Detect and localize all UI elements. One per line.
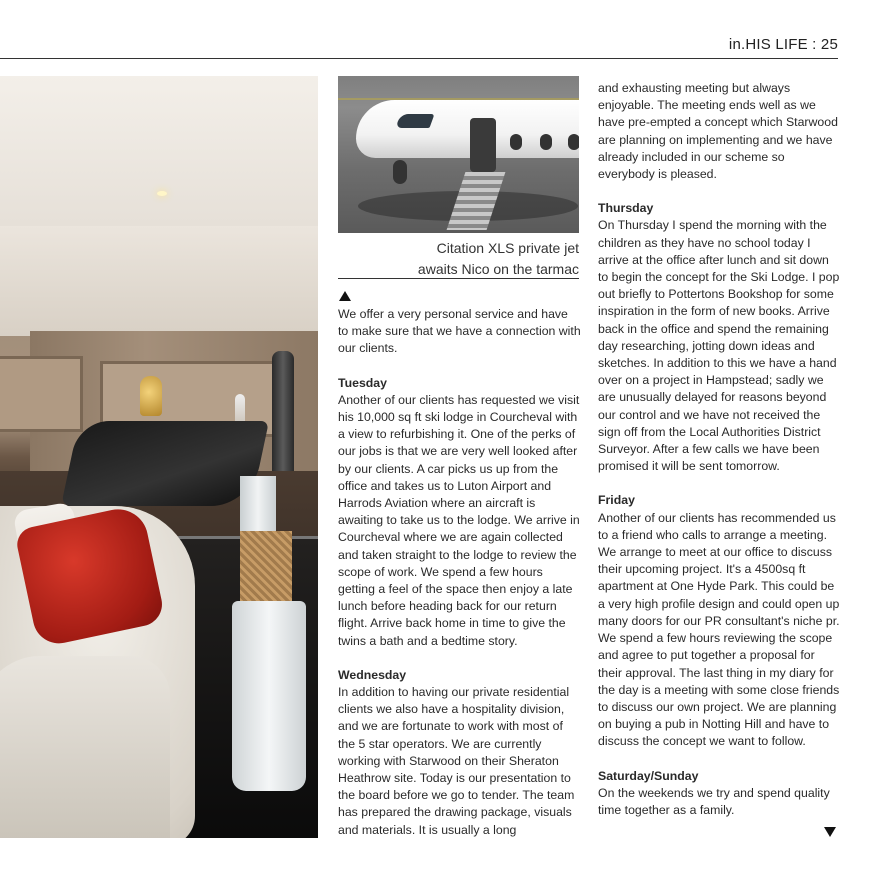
continued-paragraph: and exhausting meeting but always enjoyable. The meeting ends well as we have pre-empted a concept which Starwood are planning on implementing and we have already included in our scheme so everybody is pleased. [598,81,838,182]
friday-paragraph: Another of our clients has recommended us to a friend who calls to arrange a meeting. We arrange to meet at our office to discuss their upcoming project. It's a 4500sq ft apartment at One Hyde Park. This could be a very high profile design and could open up many doors for our PR consultant's niche pr. We spend a few hours reviewing the scope and agree to put together a proposal for their approval. The last thing in my diary for the day is a meeting with some close friends to discuss our own project. We are planning on buying a pub in Notting Hill and have to discuss the concept we want to follow. [598,510,840,749]
jet-landing-gear [393,160,407,184]
photo-lounge-chair [61,421,269,506]
photo-vase [232,601,306,791]
photo-twig-arrangement [240,531,292,606]
jet-photo [338,76,579,233]
thursday-heading: Thursday [598,201,654,216]
caption-line-2: awaits Nico on the tarmac [417,261,579,277]
photo-vase-top [240,476,276,536]
caption-divider [338,278,579,279]
photo-wall [0,226,318,336]
caption-line-1: Citation XLS private jet [436,240,579,256]
triangle-down-icon [824,827,836,837]
photo-gold-statue [140,376,162,416]
wednesday-heading: Wednesday [338,667,407,682]
tuesday-paragraph: Another of our clients has requested we visit his 10,000 sq ft ski lodge in Courcheval with a view to refurbishing it. One of the perks of our jobs is that we are very well looked after by our clients. A car picks us up from the office and takes us to Luton Airport and Harrods Aviation where an aircraft is awaiting to take us to the lodge. We arrive in Courcheval where we are again collected and taken straight to the lodge to review the scope of work. We spend a few hours getting a feel of the space then enjoy a late lunch before heading back for our return flight. Arrive back home in time to give the twins a bath and a bedtime story. [338,392,580,648]
photo-speaker [272,351,294,491]
photo-caption [338,238,579,280]
weekend-heading: Saturday/Sunday [598,768,699,783]
thursday-paragraph: On Thursday I spend the morning with the children as they have no school today I arrive at the office after lunch and sit down to begin the concept for the Ski Lodge. I pop out briefly to Pottertons Bookshop for some inspiration in the form of new books. Arrive back in the office and spend the remaining day researching, jotting down ideas and sketches. In addition to this we have a hand over on a project in Hampstead; sadly we are unusually delayed for reasons beyond our control and we have not received the sign off from the Local Authorities District Surveyor. After a few calls we have been promised it will be sent tomorrow. [598,218,840,474]
text-column-middle [338,306,581,856]
photo-ceiling [0,76,318,226]
weekend-paragraph: On the weekends we try and spend quality time together as a family. [598,785,830,817]
photo-sofa-arm [0,656,170,838]
text-column-right [598,80,840,836]
triangle-up-icon [339,291,351,301]
friday-heading: Friday [598,493,635,508]
photo-shelf-left [0,356,83,432]
tuesday-heading: Tuesday [338,375,387,390]
jet-window [568,134,579,150]
page-header [0,36,838,59]
page-title: in.HIS LIFE : 25 [728,36,838,53]
jet-window [540,134,552,150]
jet-window [510,134,522,150]
jet-door [470,118,496,172]
wednesday-paragraph: In addition to having our private residential clients we also have a hospitality division, and we are fortunate to work with most of the 5 star operators. We are currently working with Starwood on their Sheraton Heathrow site. Today is our presentation to the board before we go to tender. The team has prepared the drawing package, visuals and materials. It is usually a long [338,685,575,837]
jet-cockpit [395,114,434,128]
photo-ceiling-light [157,191,167,196]
interior-photo [0,76,318,838]
intro-paragraph: We offer a very personal service and have to make sure that we have a connection with our clients. [338,307,581,356]
